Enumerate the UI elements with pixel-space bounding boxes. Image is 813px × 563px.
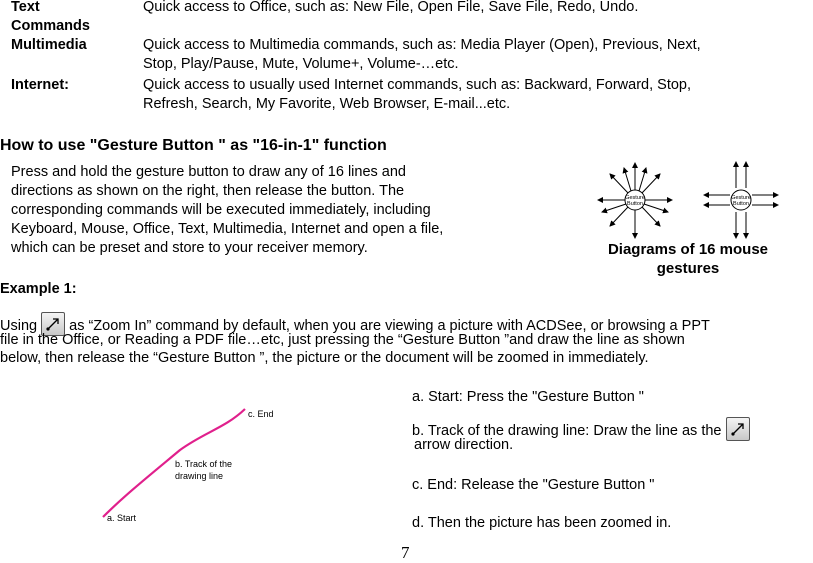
step-d: d. Then the picture has been zoomed in. <box>412 515 672 531</box>
paragraph-line-5: which can be preset and store to your receiver memory. <box>11 240 368 256</box>
row-multimedia-name: Multimedia <box>11 37 87 53</box>
row-text-commands-name <box>11 0 91 36</box>
paragraph-line-2: directions as shown on the right, then release the button. The <box>11 183 405 199</box>
figure-label-track-1: b. Track of the <box>175 459 233 469</box>
diagram-caption-line-1: Diagrams of 16 mouse <box>607 241 769 258</box>
row-multimedia-description <box>143 36 701 74</box>
gesture-diagrams <box>590 160 790 242</box>
multimedia-description-line-2: Stop, Play/Pause, Mute, Volume+, Volume-…etc. <box>143 56 459 72</box>
multimedia-description-line-1: Quick access to Multimedia commands, such as: Media Player (Open), Previous, Next, <box>143 37 701 53</box>
diagram-center-label-1: Gesture <box>625 195 645 201</box>
example-title: Example 1: <box>0 281 77 297</box>
row-internet-name: Internet: <box>11 77 69 93</box>
text-commands-name-line: Text Commands <box>11 0 90 34</box>
paragraph-line-3: corresponding commands will be executed immediately, including <box>11 202 431 218</box>
figure-label-track-2: drawing line <box>175 471 224 481</box>
drawing-line-figure <box>95 400 295 530</box>
row-internet-description <box>143 76 691 114</box>
step-c: c. End: Release the "Gesture Button " <box>412 477 655 493</box>
section-paragraph <box>11 163 443 258</box>
paragraph-line-1: Press and hold the gesture button to draw any of 16 lines and <box>11 164 406 180</box>
step-a: a. Start: Press the "Gesture Button " <box>412 389 644 405</box>
diagram-center-label-1b: Gesture <box>731 195 751 201</box>
paragraph-line-4: Keyboard, Mouse, Office, Text, Multimedia, Internet and open a file, <box>11 221 444 237</box>
step-b-text: b. Track of the drawing line: Draw the line as the <box>412 423 722 439</box>
example-line-2: file in the Office, or Reading a PDF file…etc, just pressing the “Gesture Button ”and draw the line as shown <box>0 332 685 348</box>
internet-description-line-2: Refresh, Search, My Favorite, Web Browser, E-mail...etc. <box>143 96 511 112</box>
row-text-commands-description: Quick access to Office, such as: New File, Open File, Save File, Redo, Undo. <box>143 0 639 15</box>
diagram-center-label-2b: Button <box>733 201 749 207</box>
figure-label-start: a. Start <box>107 513 137 523</box>
figure-label-end: c. End <box>248 409 274 419</box>
example-using-word: Using <box>0 318 38 334</box>
example-line-1-rest: as “Zoom In” command by default, when you are viewing a picture with ACDSee, or browsing a PPT <box>69 318 710 334</box>
diagram-caption <box>588 240 788 278</box>
diagram-center-label-2: Button <box>627 201 643 207</box>
page-number: 7 <box>401 543 410 562</box>
example-line-3: below, then release the “Gesture Button ”, the picture or the document will be zoomed in immediately. <box>0 350 649 366</box>
internet-description-line-1: Quick access to usually used Internet commands, such as: Backward, Forward, Stop, <box>143 77 692 93</box>
section-heading: How to use "Gesture Button " as "16-in-1" function <box>0 137 387 154</box>
step-b-continued: arrow direction. <box>414 437 514 453</box>
diagram-caption-line-2: gestures <box>656 260 720 277</box>
zoom-in-arrow-icon-small <box>726 417 750 441</box>
